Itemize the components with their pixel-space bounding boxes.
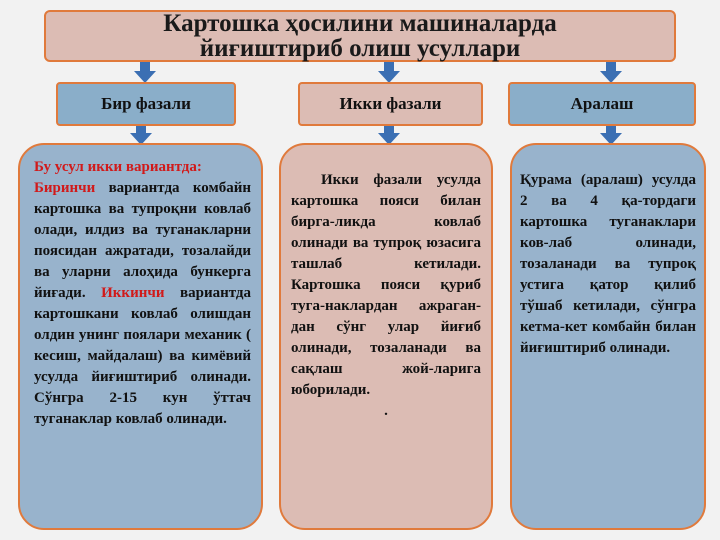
arrow-title-to-mixed	[600, 62, 622, 84]
col1-first-label: Биринчи	[34, 180, 96, 196]
header-single-phase: Бир фазали	[56, 82, 236, 126]
diagram-title	[44, 10, 676, 62]
single-phase-description	[18, 143, 263, 530]
title-line-2: йиғиштириб олиш усуллари	[199, 35, 521, 62]
col3-text: Қурама (аралаш) усулда 2 ва 4 қа-тордаги картошка туганаклари ков-лаб олинади, тозаланади ва тупроқ устига қатор қилиб тўшаб кетилади, сўнгра кетма-кет комбайн билан йиғиштириб олинади.	[520, 172, 696, 356]
mixed-description	[510, 143, 706, 530]
two-phase-description	[279, 143, 493, 530]
arrow-title-to-single-phase	[134, 62, 156, 84]
col1-second-text: вариантда картошкани ковлаб олишдан олдин унинг поялари механик ( кесиш, майдалаш) ва кимёвий усулда йиғиштириб олинади. Сўнгра 2-15 кун ўттач туганаклар ковлаб олинади.	[34, 285, 251, 427]
col2-dot: .	[384, 403, 388, 419]
col1-second-label: Иккинчи	[101, 285, 165, 301]
header-two-phase: Икки фазали	[298, 82, 483, 126]
col2-text: Икки фазали усулда картошка пояси билан бирга-ликда ковлаб олинади ва тупроқ юзасига ташлаб кетилади. Картошка пояси қуриб туга-наклардан ажраган-дан сўнг улар йиғиб олинади, тозаланади ва сақлаш жой-ларига юборилади.	[291, 172, 481, 398]
header-mixed: Аралаш	[508, 82, 696, 126]
arrow-title-to-two-phase	[378, 62, 400, 84]
col1-first-text: вариантда комбайн картошка ва тупроқни ковлаб олади, илдиз ва туганакларни поясидан ажратади, тозалайди ва уларни алоҳида бункерга йиғади.	[34, 180, 251, 301]
col1-intro: Бу усул икки вариантда:	[34, 159, 202, 175]
title-line-1: Картошка ҳосилини машиналарда	[163, 10, 557, 37]
